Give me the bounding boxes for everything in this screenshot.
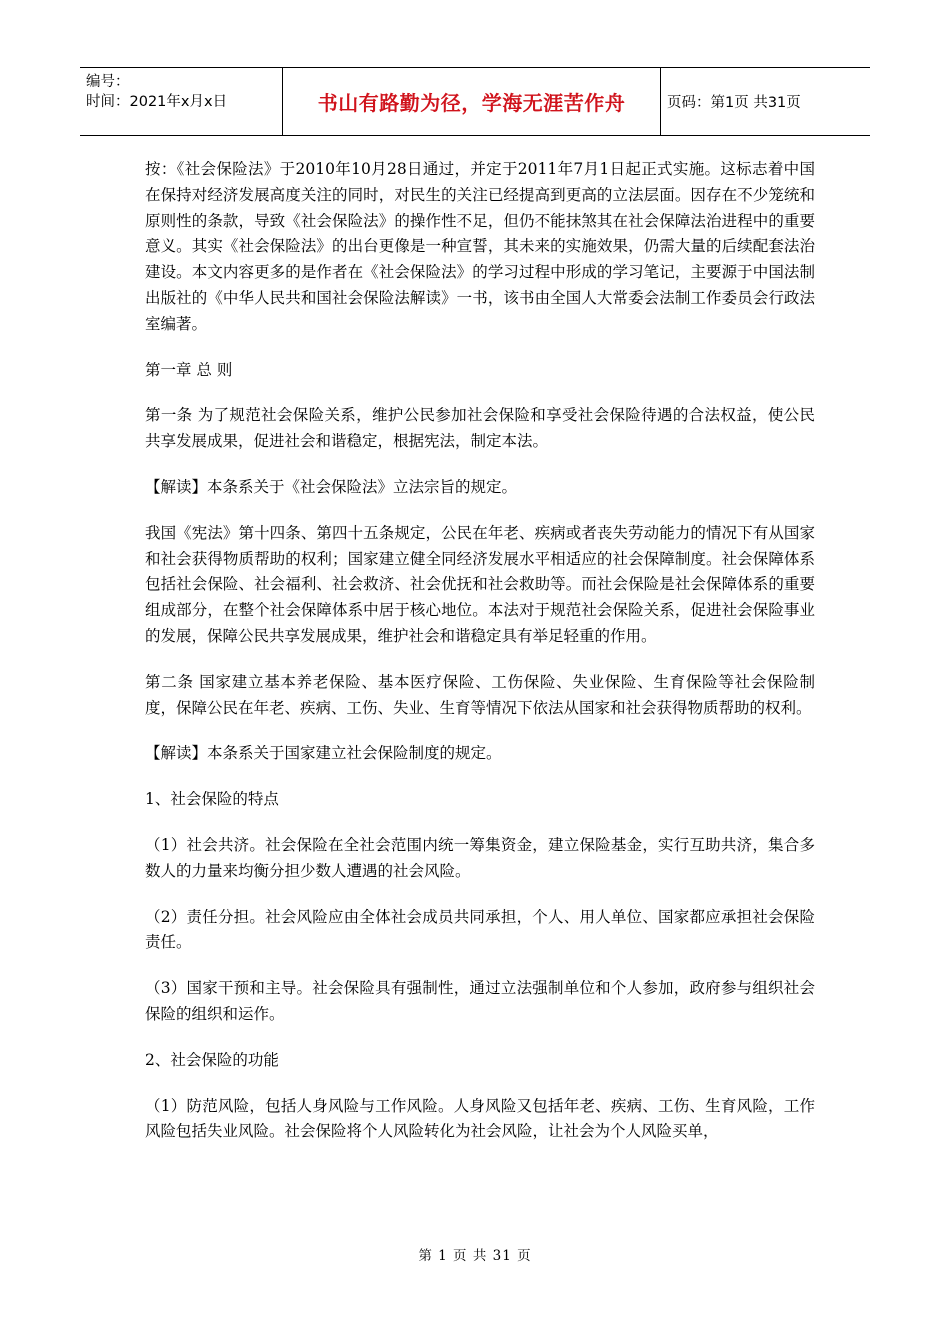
section-heading-features: 1、社会保险的特点 (145, 790, 279, 809)
feature-item-2: （2）责任分担。社会风险应由全体社会成员共同承担，个人、用人单位、国家都应承担社会保险责任。 (145, 907, 815, 952)
page-footer: 第 1 页 共 31 页 (418, 1248, 532, 1264)
feature-item-3: （3）国家干预和主导。社会保险具有强制性，通过立法强制单位和个人参加，政府参与组织社会保险的组织和运作。 (145, 979, 815, 1023)
document-body (145, 157, 815, 1165)
section-heading-functions: 2、社会保险的功能 (145, 1050, 279, 1069)
document-date-label: 时间：2021年x月x日 (86, 94, 228, 110)
chapter-heading: 第一章 总 则 (145, 360, 233, 379)
document-number-label: 编号： (86, 74, 130, 90)
function-item-1: （1）防范风险，包括人身风险与工作风险。人身风险又包括年老、疾病、工伤、生育风险，工作风险包括失业风险。社会保险将个人风险转化为社会风险，让社会为个人风险买单， (145, 1096, 815, 1141)
header-meta-cell (80, 68, 283, 135)
article-1-explanation: 我国《宪法》第十四条、第四十五条规定，公民在年老、疾病或者丧失劳动能力的情况下有从国家和社会获得物质帮助的权利；国家建立健全同经济发展水平相适应的社会保障制度。社会保障体系包括社会保险、社会福利、社会救济、社会优抚和社会救助等。而社会保险是社会保障体系的重要组成部分，在整个社会保障体系中居于核心地位。本法对于规范社会保险关系，促进社会保险事业的发展，保障公民共享发展成果，维护社会和谐稳定具有举足轻重的作用。 (145, 523, 815, 645)
header-page-info: 页码：第1页 共31页 (667, 95, 801, 111)
header-motto: 书山有路勤为径，学海无涯苦作舟 (283, 68, 661, 135)
preface-paragraph: 按：《社会保险法》于2010年10月28日通过，并定于2011年7月1日起正式实施。这标志着中国在保持对经济发展高度关注的同时，对民生的关注已经提高到更高的立法层面。因存在不少笼统和原则性的条款，导致《社会保险法》的操作性不足，但仍不能抹煞其在社会保障法治进程中的重要意义。其实《社会保险法》的出台更像是一种宣誓，其未来的实施效果，仍需大量的后续配套法治建设。本文内容更多的是作者在《社会保险法》的学习过程中形成的学习笔记，主要源于中国法制出版社的《中华人民共和国社会保险法解读》一书，该书由全国人大常委会法制工作委员会行政法室编著。 (145, 160, 815, 333)
article-2: 第二条 国家建立基本养老保险、基本医疗保险、工伤保险、失业保险、生育保险等社会保险制度，保障公民在年老、疾病、工伤、失业、生育等情况下依法从国家和社会获得物质帮助的权利。 (145, 672, 815, 717)
feature-item-1: （1）社会共济。社会保险在全社会范围内统一筹集资金，建立保险基金，实行互助共济，集合多数人的力量来均衡分担少数人遭遇的社会风险。 (145, 835, 815, 880)
document-header (80, 67, 870, 136)
article-2-interpretation: 【解读】本条系关于国家建立社会保险制度的规定。 (145, 744, 502, 763)
article-1-interpretation: 【解读】本条系关于《社会保险法》立法宗旨的规定。 (145, 477, 518, 496)
article-1: 第一条 为了规范社会保险关系，维护公民参加社会保险和享受社会保险待遇的合法权益，使公民共享发展成果，促进社会和谐稳定，根据宪法，制定本法。 (145, 406, 815, 451)
